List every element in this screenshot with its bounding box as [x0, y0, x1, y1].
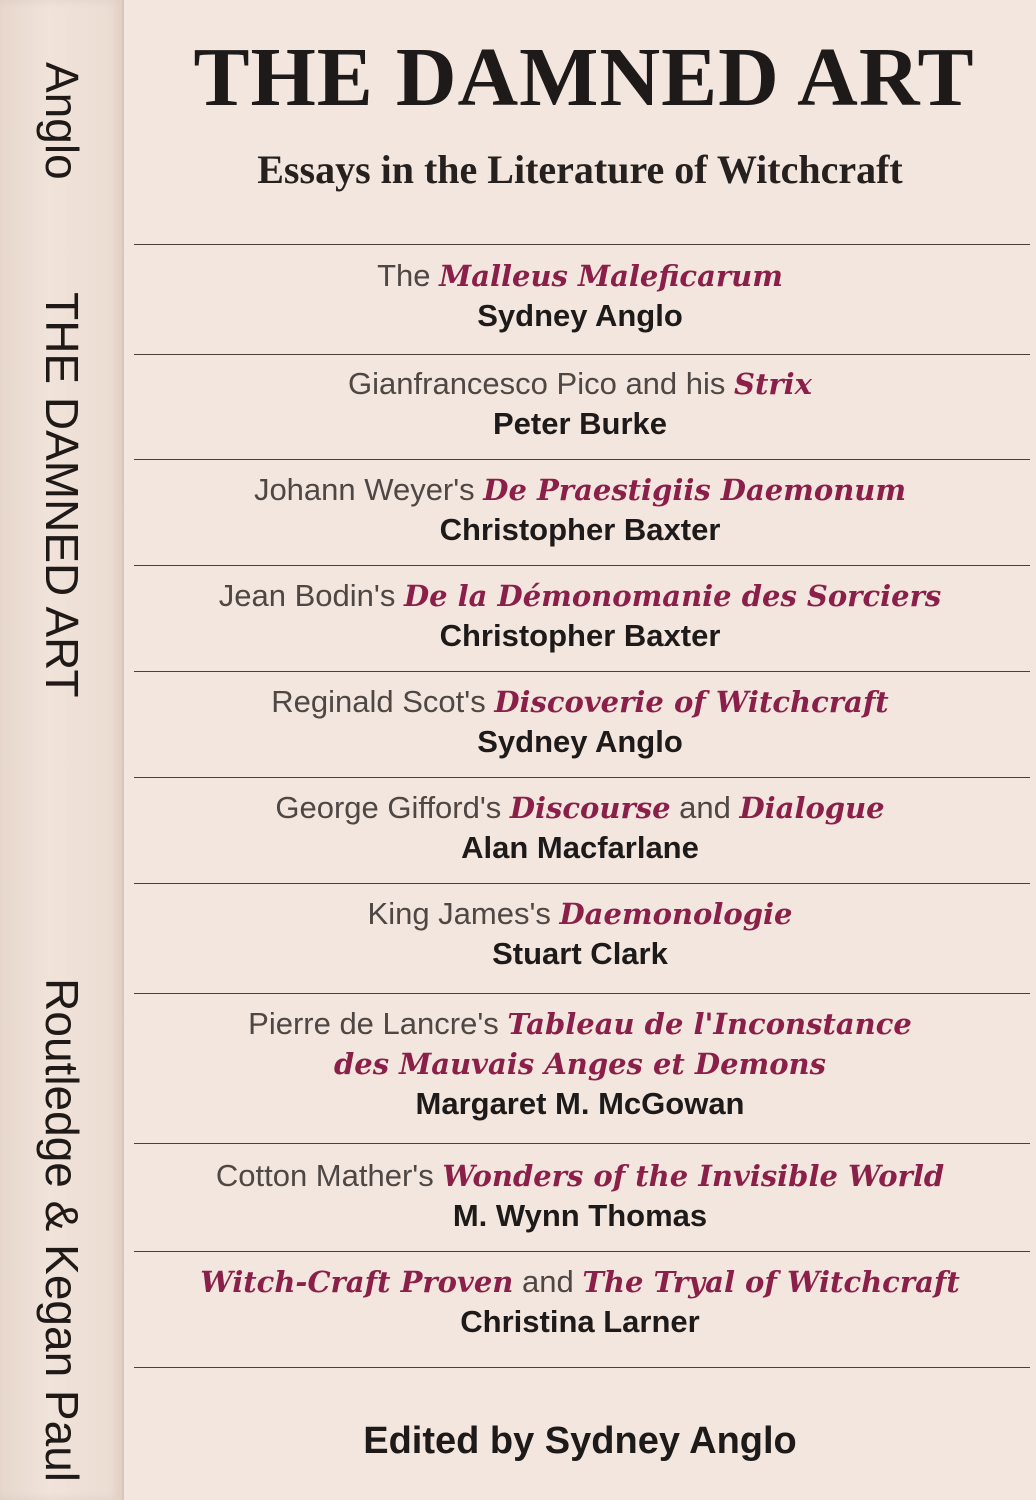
editor-credit: Edited by Sydney Anglo: [363, 1420, 797, 1462]
divider: [134, 671, 1030, 672]
divider: [134, 993, 1030, 994]
entry-author: Stuart Clark: [492, 936, 668, 971]
spine-author: Anglo: [36, 62, 88, 180]
entry-conjunction: and: [670, 790, 740, 825]
work-title: Dialogue: [739, 791, 885, 825]
book-title: THE DAMNED ART: [193, 31, 975, 124]
divider: [134, 459, 1030, 460]
entry-prefix: Johann Weyer's: [253, 472, 484, 507]
entry-author: Alan Macfarlane: [461, 830, 699, 865]
entry-author: Sydney Anglo: [477, 724, 683, 759]
contents-entry: [124, 894, 1036, 974]
contents-entry: [124, 788, 1036, 868]
entry-prefix: King James's: [367, 896, 560, 931]
work-title: Daemonologie: [559, 897, 793, 931]
book-subtitle: Essays in the Literature of Witchcraft: [257, 147, 903, 192]
contents-entry: [124, 1004, 1036, 1124]
front-cover: [124, 0, 1036, 1500]
entry-author: Peter Burke: [492, 406, 668, 441]
entry-conjunction: and: [513, 1264, 583, 1299]
entry-author: M. Wynn Thomas: [452, 1198, 708, 1233]
contents-entry: [124, 364, 1036, 444]
divider: [134, 1143, 1030, 1144]
work-title: Wonders of the Invisible World: [442, 1159, 945, 1193]
entry-author: Christopher Baxter: [439, 512, 721, 547]
entry-prefix: Pierre de Lancre's: [248, 1006, 508, 1041]
divider: [134, 1251, 1030, 1252]
spine-publisher: Routledge & Kegan Paul: [36, 978, 88, 1482]
work-title: De Praestigiis Daemonum: [483, 473, 907, 507]
work-title: Witch-Craft Proven: [200, 1265, 514, 1299]
contents-entry: [124, 470, 1036, 550]
spine-title: THE DAMNED ART: [36, 292, 88, 698]
work-title: The Tryal of Witchcraft: [582, 1265, 960, 1299]
divider: [134, 244, 1030, 245]
divider: [134, 1367, 1030, 1368]
divider: [134, 883, 1030, 884]
divider: [134, 777, 1030, 778]
work-title: des Mauvais Anges et Demons: [334, 1047, 826, 1081]
entry-author: Christopher Baxter: [439, 618, 721, 653]
contents-entry: [124, 256, 1036, 336]
work-title: De la Démonomanie des Sorciers: [403, 579, 942, 613]
work-title: Strix: [734, 367, 812, 401]
contents-entry: [124, 576, 1036, 656]
entry-author: Christina Larner: [460, 1304, 700, 1339]
entry-prefix: The: [377, 258, 440, 293]
contents-entry: [124, 1262, 1036, 1342]
divider: [134, 354, 1030, 355]
work-title: Tableau de l'Inconstance: [507, 1007, 912, 1041]
contents-entry: [124, 682, 1036, 762]
entry-prefix: Cotton Mather's: [215, 1158, 443, 1193]
book-spine: [0, 0, 124, 1500]
entry-author: Sydney Anglo: [477, 298, 683, 333]
divider: [134, 565, 1030, 566]
entry-prefix: Jean Bodin's: [218, 578, 404, 613]
work-title: Malleus Maleficarum: [439, 259, 783, 293]
entry-author: Margaret M. McGowan: [415, 1086, 745, 1121]
work-title: Discourse: [509, 791, 671, 825]
contents-entry: [124, 1156, 1036, 1236]
spine-text: [36, 62, 88, 1482]
entry-prefix: Reginald Scot's: [271, 684, 495, 719]
work-title: Discoverie of Witchcraft: [494, 685, 889, 719]
entry-prefix: George Gifford's: [275, 790, 510, 825]
entry-prefix: Gianfrancesco Pico and his: [348, 366, 735, 401]
